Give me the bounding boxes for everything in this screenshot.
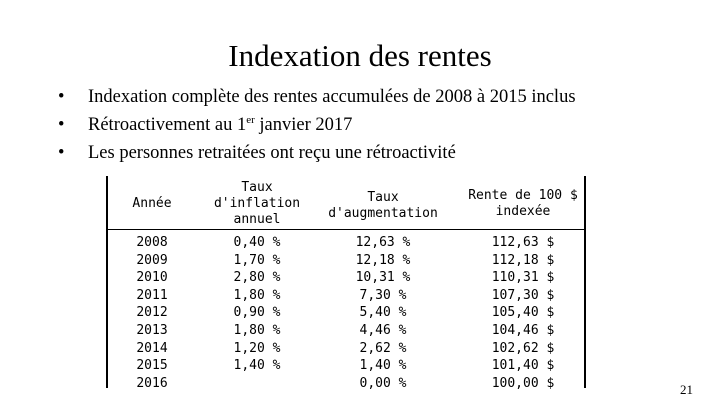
bullet-text: Les personnes retraitées ont reçu une rétroactivité — [88, 143, 456, 163]
table-cell: 12,63 % — [355, 235, 411, 250]
table-cell: 112,18 $ — [491, 252, 555, 268]
table-cell: 7,30 % — [359, 287, 407, 303]
rente-cells — [458, 234, 588, 392]
table-cell: 112,63 $ — [491, 235, 555, 250]
table-cell: 0,40 % — [233, 235, 281, 250]
table-cell: 1,20 % — [233, 340, 281, 356]
table-cell: 1,40 % — [233, 358, 281, 374]
table-border-left — [106, 176, 108, 388]
table-cell: 100,00 $ — [491, 375, 555, 391]
table-cell: 1,80 % — [233, 322, 281, 338]
bullet-dot: • — [58, 87, 65, 107]
header-rente: Rente de 100 $ indexée — [468, 188, 578, 219]
table-cell: 1,70 % — [233, 252, 281, 268]
table-cell: 2,80 % — [233, 270, 281, 286]
table-cell: 2008 — [136, 235, 168, 250]
bullet-list — [58, 83, 576, 167]
bullet-text: Indexation complète des rentes accumulées de 2008 à 2015 inclus — [88, 87, 576, 107]
table-cell: 2011 — [136, 287, 168, 303]
table-cell: 2009 — [136, 252, 168, 268]
column-inflation — [202, 176, 312, 388]
inflation-cells — [202, 234, 312, 375]
indexation-table — [106, 176, 586, 391]
table-cell: 1,80 % — [233, 287, 281, 303]
column-rente — [458, 176, 588, 391]
header-augmentation: Taux d'augmentation — [328, 190, 438, 221]
table-cell: 2012 — [136, 305, 168, 321]
bullet-item — [58, 111, 576, 139]
table-cell: 2016 — [136, 375, 168, 391]
bullet-dot: • — [58, 143, 65, 163]
table-cell: 12,18 % — [355, 252, 411, 268]
table-cell: 2,62 % — [359, 340, 407, 356]
table-cell: 104,46 $ — [491, 322, 555, 338]
table-cell: 0,00 % — [359, 375, 407, 391]
table-cell: 102,62 $ — [491, 340, 555, 356]
header-inflation: Taux d'inflation annuel — [213, 180, 301, 227]
table-cell: 105,40 $ — [491, 305, 555, 321]
superscript: er — [246, 114, 255, 126]
table-cell: 107,30 $ — [491, 287, 555, 303]
table-cell: 2015 — [136, 358, 168, 374]
bullet-item — [58, 83, 576, 111]
bullet-item — [58, 139, 576, 167]
table-cell: 101,40 $ — [491, 358, 555, 374]
bullet-text: Rétroactivement au 1 — [88, 115, 247, 135]
table-cell: 10,31 % — [355, 270, 411, 286]
table-cell: 0,90 % — [233, 305, 281, 321]
table-cell: 1,40 % — [359, 358, 407, 374]
page-number: 21 — [680, 382, 693, 397]
table-cell: 5,40 % — [359, 305, 407, 321]
bullet-dot: • — [58, 115, 65, 135]
table-cell: 110,31 $ — [491, 270, 555, 286]
bullet-text: janvier 2017 — [254, 115, 353, 135]
column-annee — [116, 176, 188, 391]
table-cell: 2013 — [136, 322, 168, 338]
annee-cells — [116, 234, 188, 392]
slide-title: Indexation des rentes — [228, 38, 492, 73]
header-annee: Année — [132, 196, 172, 211]
table-cell: 2014 — [136, 340, 168, 356]
column-augmentation — [318, 176, 448, 391]
table-cell: 2010 — [136, 270, 168, 286]
table-cell: 4,46 % — [359, 322, 407, 338]
augmentation-cells — [318, 234, 448, 392]
